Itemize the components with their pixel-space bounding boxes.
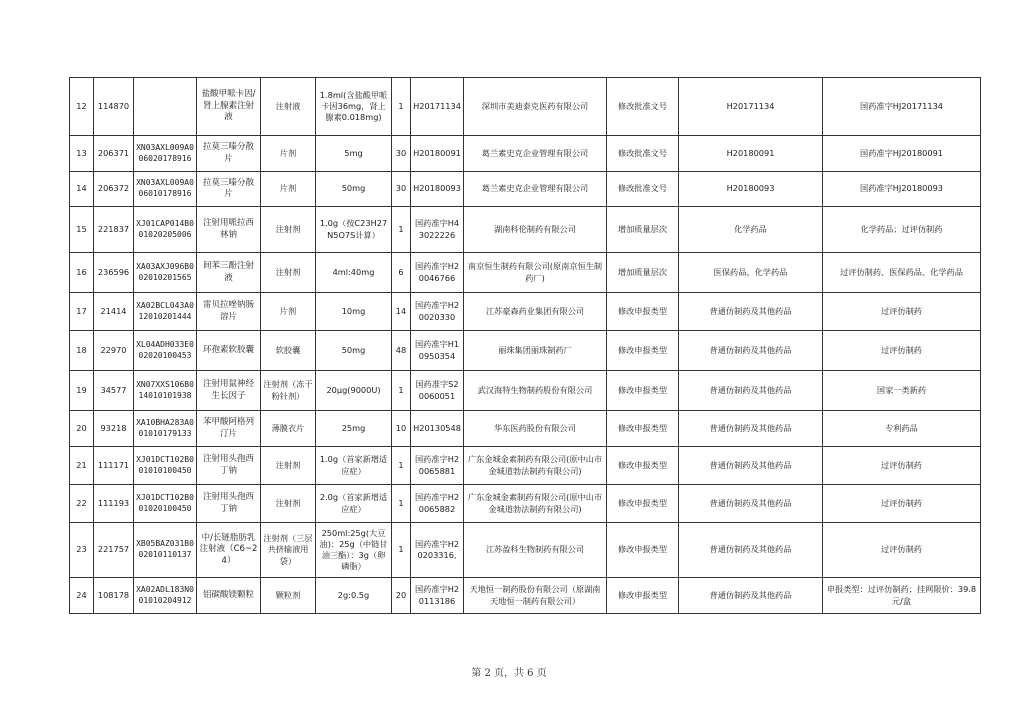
approval-number-cell: H20171134 (411, 78, 464, 136)
approval-number-cell: 国药准字H20203316, (411, 523, 464, 578)
specification-cell: 250ml:25g(大豆油)：25g（中链甘油三酯）：3g（卵磷脂） (316, 523, 392, 578)
dosage-form-cell: 注射剂（三层共挤输液用袋） (261, 523, 316, 578)
specification-cell: 10mg (316, 293, 392, 331)
original-value-cell: 普通仿制药及其他药品 (679, 485, 823, 523)
manufacturer-cell: 葛兰素史克企业管理有限公司 (464, 136, 607, 172)
drug-name-cell: 注射用头孢西丁钠 (197, 447, 261, 485)
original-value-cell: 普通仿制药及其他药品 (679, 578, 823, 614)
changed-value-cell: 国家一类新药 (823, 371, 981, 411)
product-id-cell: 221757 (94, 523, 134, 578)
changed-value-cell: 过评仿制药、医保药品、化学药品 (823, 253, 981, 293)
original-value-cell: 普通仿制药及其他药品 (679, 447, 823, 485)
specification-cell: 2g:0.5g (316, 578, 392, 614)
package-qty-cell: 1 (392, 78, 411, 136)
change-type-cell: 修改申报类型 (607, 578, 679, 614)
row-index-cell: 19 (70, 371, 94, 411)
changed-value-cell: 过评仿制药 (823, 485, 981, 523)
manufacturer-cell: 湖南科伦制药有限公司 (464, 207, 607, 253)
changed-value-cell: 过评仿制药 (823, 331, 981, 371)
drug-code-cell: XA03AXJ096B002010201565 (134, 253, 197, 293)
dosage-form-cell: 注射剂 (261, 253, 316, 293)
change-type-cell: 修改申报类型 (607, 447, 679, 485)
drug-name-cell: 苯甲酸阿格列汀片 (197, 411, 261, 447)
table-row (70, 136, 981, 172)
table-row (70, 523, 981, 578)
original-value-cell: H20171134 (679, 78, 823, 136)
approval-number-cell: H20180093 (411, 172, 464, 207)
drug-name-cell: 注射用头孢西丁钠 (197, 485, 261, 523)
changed-value-cell: 过评仿制药 (823, 447, 981, 485)
product-id-cell: 93218 (94, 411, 134, 447)
manufacturer-cell: 南京恒生制药有限公司(原南京恒生制药厂) (464, 253, 607, 293)
specification-cell: 50mg (316, 172, 392, 207)
package-qty-cell: 1 (392, 485, 411, 523)
manufacturer-cell: 广东金城金素制药有限公司(原中山市金城道勃法制药有限公司) (464, 447, 607, 485)
manufacturer-cell: 深圳市美迪泰克医药有限公司 (464, 78, 607, 136)
changed-value-cell: 国药准字HJ20180093 (823, 172, 981, 207)
drug-name-cell: 注射用鼠神经生长因子 (197, 371, 261, 411)
manufacturer-cell: 丽珠集团丽珠制药厂 (464, 331, 607, 371)
dosage-form-cell: 软胶囊 (261, 331, 316, 371)
drug-name-cell: 雷贝拉唑钠肠溶片 (197, 293, 261, 331)
changed-value-cell: 过评仿制药 (823, 523, 981, 578)
original-value-cell: 普通仿制药及其他药品 (679, 331, 823, 371)
specification-cell: 2.0g（首家新增适应症） (316, 485, 392, 523)
drug-info-table (69, 77, 981, 614)
product-id-cell: 108178 (94, 578, 134, 614)
specification-cell: 5mg (316, 136, 392, 172)
table-row (70, 411, 981, 447)
dosage-form-cell: 注射剂 (261, 485, 316, 523)
changed-value-cell: 专利药品 (823, 411, 981, 447)
row-index-cell: 24 (70, 578, 94, 614)
drug-code-cell: XL04ADH033E002020100453 (134, 331, 197, 371)
drug-name-cell: 盐酸甲哌卡因/肾上腺素注射液 (197, 78, 261, 136)
package-qty-cell: 30 (392, 172, 411, 207)
approval-number-cell: 国药准字H20113186 (411, 578, 464, 614)
specification-cell: 1.0g（按C23H27N5O7S计算） (316, 207, 392, 253)
dosage-form-cell: 注射剂 (261, 447, 316, 485)
manufacturer-cell: 华东医药股份有限公司 (464, 411, 607, 447)
drug-name-cell: 中/长链脂肪乳注射液（C6~24） (197, 523, 261, 578)
approval-number-cell: 国药准字H20020330 (411, 293, 464, 331)
original-value-cell: 普通仿制药及其他药品 (679, 293, 823, 331)
specification-cell: 20μg(9000U) (316, 371, 392, 411)
manufacturer-cell: 江苏豪森药业集团有限公司 (464, 293, 607, 331)
table-row (70, 253, 981, 293)
dosage-form-cell: 注射液 (261, 78, 316, 136)
package-qty-cell: 1 (392, 207, 411, 253)
approval-number-cell: 国药准字H20065882 (411, 485, 464, 523)
drug-code-cell: XN03AXL009A006020178916 (134, 136, 197, 172)
row-index-cell: 16 (70, 253, 94, 293)
drug-code-cell: XA02BCL043A012010201444 (134, 293, 197, 331)
manufacturer-cell: 武汉海特生物制药股份有限公司 (464, 371, 607, 411)
product-id-cell: 114870 (94, 78, 134, 136)
row-index-cell: 22 (70, 485, 94, 523)
change-type-cell: 增加质量层次 (607, 253, 679, 293)
drug-name-cell: 拉莫三嗪分散片 (197, 136, 261, 172)
dosage-form-cell: 注射剂（冻干粉针剂） (261, 371, 316, 411)
package-qty-cell: 1 (392, 447, 411, 485)
table-row (70, 78, 981, 136)
product-id-cell: 221837 (94, 207, 134, 253)
row-index-cell: 23 (70, 523, 94, 578)
approval-number-cell: 国药准字H20065881 (411, 447, 464, 485)
change-type-cell: 修改申报类型 (607, 411, 679, 447)
specification-cell: 50mg (316, 331, 392, 371)
package-qty-cell: 6 (392, 253, 411, 293)
specification-cell: 4ml:40mg (316, 253, 392, 293)
drug-code-cell: XA02ADL183N001010204912 (134, 578, 197, 614)
original-value-cell: 普通仿制药及其他药品 (679, 411, 823, 447)
package-qty-cell: 1 (392, 371, 411, 411)
product-id-cell: 111171 (94, 447, 134, 485)
row-index-cell: 18 (70, 331, 94, 371)
product-id-cell: 21414 (94, 293, 134, 331)
changed-value-cell: 过评仿制药 (823, 293, 981, 331)
table-row (70, 447, 981, 485)
dosage-form-cell: 颗粒剂 (261, 578, 316, 614)
table-row (70, 578, 981, 614)
dosage-form-cell: 片剂 (261, 136, 316, 172)
change-type-cell: 修改申报类型 (607, 331, 679, 371)
package-qty-cell: 14 (392, 293, 411, 331)
dosage-form-cell: 片剂 (261, 172, 316, 207)
package-qty-cell: 1 (392, 523, 411, 578)
original-value-cell: 普通仿制药及其他药品 (679, 371, 823, 411)
approval-number-cell: H20130548 (411, 411, 464, 447)
original-value-cell: 医保药品、化学药品 (679, 253, 823, 293)
drug-code-cell: XB05BAZ031B002010110137 (134, 523, 197, 578)
change-type-cell: 修改申报类型 (607, 371, 679, 411)
dosage-form-cell: 注射剂 (261, 207, 316, 253)
package-qty-cell: 20 (392, 578, 411, 614)
drug-name-cell: 注射用哌拉西林钠 (197, 207, 261, 253)
row-index-cell: 12 (70, 78, 94, 136)
row-index-cell: 17 (70, 293, 94, 331)
change-type-cell: 修改申报类型 (607, 523, 679, 578)
page-number: 第 2 页，共 6 页 (471, 668, 547, 679)
package-qty-cell: 48 (392, 331, 411, 371)
manufacturer-cell: 广东金城金素制药有限公司(原中山市金城道勃法制药有限公司) (464, 485, 607, 523)
change-type-cell: 修改申报类型 (607, 485, 679, 523)
drug-code-cell: XJ01DCT102B001020100450 (134, 485, 197, 523)
change-type-cell: 修改批准文号 (607, 78, 679, 136)
approval-number-cell: 国药准字H10950354 (411, 331, 464, 371)
original-value-cell: H20180093 (679, 172, 823, 207)
row-index-cell: 20 (70, 411, 94, 447)
product-id-cell: 111193 (94, 485, 134, 523)
table-row (70, 293, 981, 331)
drug-code-cell: XN07XXS106B014010101938 (134, 371, 197, 411)
table-row (70, 371, 981, 411)
manufacturer-cell: 江苏盈科生物制药有限公司 (464, 523, 607, 578)
manufacturer-cell: 葛兰素史克企业管理有限公司 (464, 172, 607, 207)
specification-cell: 1.0g（首家新增适应症） (316, 447, 392, 485)
drug-code-cell: XJ01CAP014B001020205006 (134, 207, 197, 253)
drug-name-cell: 铝碳酸镁颗粒 (197, 578, 261, 614)
drug-name-cell: 间苯三酚注射液 (197, 253, 261, 293)
approval-number-cell: 国药准字S20060051 (411, 371, 464, 411)
original-value-cell: H20180091 (679, 136, 823, 172)
change-type-cell: 增加质量层次 (607, 207, 679, 253)
changed-value-cell: 国药准字HJ20171134 (823, 78, 981, 136)
row-index-cell: 15 (70, 207, 94, 253)
drug-code-cell: XA10BHA283A001010179133 (134, 411, 197, 447)
package-qty-cell: 10 (392, 411, 411, 447)
specification-cell: 25mg (316, 411, 392, 447)
drug-name-cell: 拉莫三嗪分散片 (197, 172, 261, 207)
approval-number-cell: H20180091 (411, 136, 464, 172)
table-row (70, 207, 981, 253)
drug-code-cell: XJ01DCT102B001010100450 (134, 447, 197, 485)
table-row (70, 331, 981, 371)
dosage-form-cell: 片剂 (261, 293, 316, 331)
drug-name-cell: 环孢素软胶囊 (197, 331, 261, 371)
change-type-cell: 修改申报类型 (607, 293, 679, 331)
drug-code-cell: XN03AXL009A006010178916 (134, 172, 197, 207)
row-index-cell: 14 (70, 172, 94, 207)
product-id-cell: 236596 (94, 253, 134, 293)
change-type-cell: 修改批准文号 (607, 172, 679, 207)
product-id-cell: 206372 (94, 172, 134, 207)
approval-number-cell: 国药准字H43022226 (411, 207, 464, 253)
changed-value-cell: 化学药品；过评仿制药 (823, 207, 981, 253)
manufacturer-cell: 天地恒一制药股份有限公司（原湖南天地恒一制药有限公司） (464, 578, 607, 614)
drug-code-cell (134, 78, 197, 136)
approval-number-cell: 国药准字H20046766 (411, 253, 464, 293)
specification-cell: 1.8ml(含盐酸甲哌卡因36mg，肾上腺素0.018mg) (316, 78, 392, 136)
table-row (70, 172, 981, 207)
changed-value-cell: 申报类型：过评仿制药；挂网限价：39.8元/盒 (823, 578, 981, 614)
original-value-cell: 化学药品 (679, 207, 823, 253)
changed-value-cell: 国药准字HJ20180091 (823, 136, 981, 172)
package-qty-cell: 30 (392, 136, 411, 172)
row-index-cell: 21 (70, 447, 94, 485)
change-type-cell: 修改批准文号 (607, 136, 679, 172)
product-id-cell: 34577 (94, 371, 134, 411)
original-value-cell: 普通仿制药及其他药品 (679, 523, 823, 578)
row-index-cell: 13 (70, 136, 94, 172)
table-row (70, 485, 981, 523)
dosage-form-cell: 薄膜衣片 (261, 411, 316, 447)
product-id-cell: 22970 (94, 331, 134, 371)
product-id-cell: 206371 (94, 136, 134, 172)
